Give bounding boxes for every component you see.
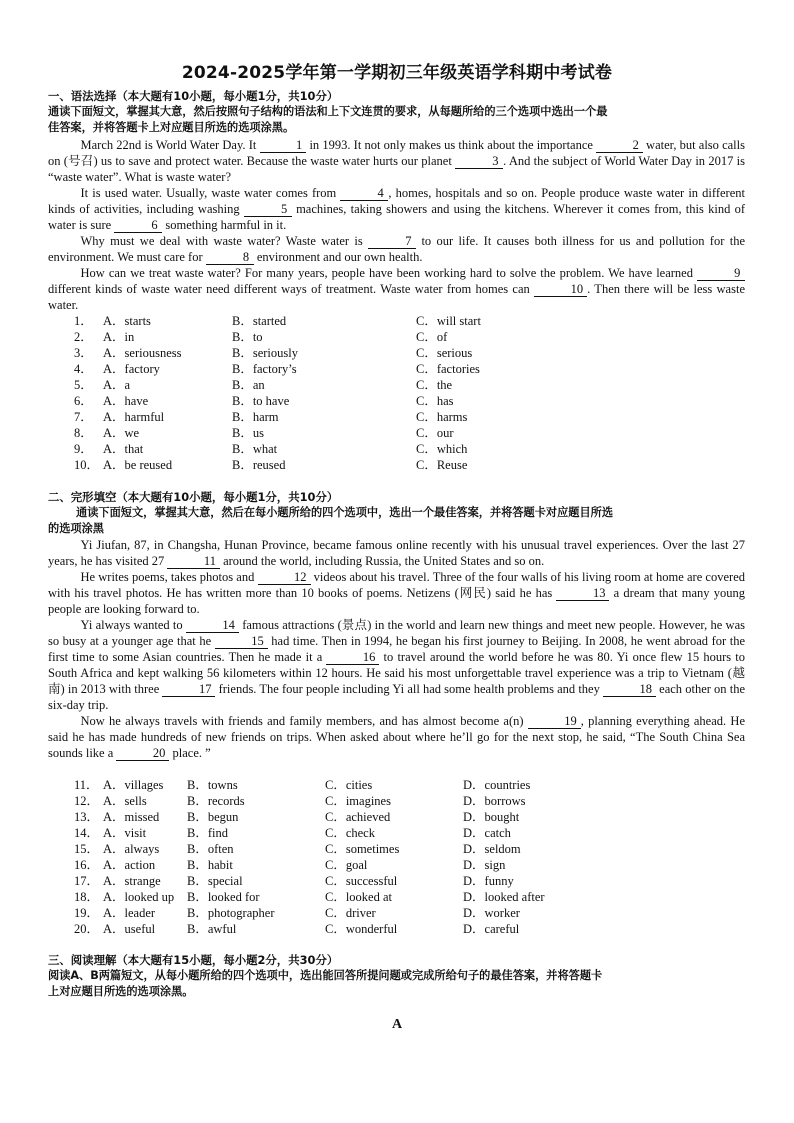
section1-instruction-line-1: 通读下面短文，掌握其大意，然后按照句子结构的语法和上下文连贯的要求，从每题所给的三个选项中选出一个最 bbox=[48, 105, 608, 118]
text-run: friends. The four people including Yi all had some health problems and they bbox=[215, 682, 603, 696]
option-row bbox=[0, 361, 794, 377]
option-row bbox=[0, 409, 794, 425]
option-c: C．which bbox=[416, 442, 468, 456]
option-row bbox=[0, 889, 794, 905]
option-d: D．funny bbox=[463, 874, 514, 888]
option-row bbox=[0, 329, 794, 345]
text-run: famous attractions (景点) in the world and learn new things and meet new people. However, he was so busy at a younger age that he bbox=[48, 618, 745, 648]
question-number: 15． bbox=[74, 842, 100, 856]
text-run: different kinds of waste water need different ways of treatment. Waste water from homes can bbox=[48, 282, 535, 296]
section1-heading: 一、语法选择（本大题有10小题，每小题1分，共10分） bbox=[48, 89, 339, 103]
blank-16: 16 bbox=[326, 650, 379, 665]
option-a: A．sells bbox=[103, 794, 147, 808]
question-number: 17． bbox=[74, 874, 100, 888]
option-a: A．have bbox=[103, 394, 149, 408]
section3-instruction-line-1: 阅读A、B两篇短文，从每小题所给的四个选项中，选出能回答所提问题或完成所给句子的最佳答案，并将答题卡 bbox=[48, 969, 603, 982]
option-a: A．that bbox=[103, 442, 144, 456]
option-row bbox=[0, 345, 794, 361]
option-row bbox=[0, 313, 794, 329]
text-run: Yi always wanted to bbox=[80, 618, 186, 632]
option-a: A．starts bbox=[103, 314, 151, 328]
option-c: C．successful bbox=[325, 874, 398, 888]
question-number: 11． bbox=[74, 778, 99, 792]
option-c: C．the bbox=[416, 378, 453, 392]
option-c: C．driver bbox=[325, 906, 376, 920]
section2-instruction-line-1: 通读下面短文，掌握其大意，然后在每小题所给的四个选项中，选出一个最佳答案，并将答题卡对应题目所选 bbox=[76, 506, 614, 519]
blank-13: 13 bbox=[556, 586, 609, 601]
option-b: B．towns bbox=[187, 778, 238, 792]
text-run: , homes, hospitals and so on. People produce waste water in different kinds of activities, including washing bbox=[48, 186, 745, 216]
text-run: had time. Then in 1994, he began his first journey to Beijing. In 2008, he went abroad for the first time to some Asian countries. Then he made it a bbox=[48, 634, 745, 664]
option-b: B．to have bbox=[232, 394, 290, 408]
option-row bbox=[0, 457, 794, 473]
option-b: B．photographer bbox=[187, 906, 275, 920]
option-b: B．begun bbox=[187, 810, 239, 824]
option-c: C．looked at bbox=[325, 890, 393, 904]
question-number: 16． bbox=[74, 858, 100, 872]
option-c: C．wonderful bbox=[325, 922, 398, 936]
blank-2: 2 bbox=[596, 138, 643, 153]
option-c: C．serious bbox=[416, 346, 473, 360]
option-b: B．factory’s bbox=[232, 362, 297, 376]
text-run: machines, taking showers and using the kitchens. Wherever it comes from, this kind of water is sure bbox=[48, 202, 745, 232]
option-b: B．seriously bbox=[232, 346, 298, 360]
option-c: C．factories bbox=[416, 362, 480, 376]
section1-paragraph-3 bbox=[48, 233, 745, 265]
option-a: A．looked up bbox=[103, 890, 175, 904]
option-c: C．has bbox=[416, 394, 454, 408]
option-row bbox=[0, 905, 794, 921]
option-row bbox=[0, 793, 794, 809]
option-a: A．visit bbox=[103, 826, 147, 840]
option-a: A．always bbox=[103, 842, 160, 856]
option-c: C．sometimes bbox=[325, 842, 400, 856]
blank-6: 6 bbox=[114, 218, 162, 233]
option-a: A．useful bbox=[103, 922, 156, 936]
option-a: A．harmful bbox=[103, 410, 165, 424]
option-b: B．to bbox=[232, 330, 263, 344]
blank-4: 4 bbox=[340, 186, 388, 201]
question-number: 8． bbox=[74, 426, 93, 440]
blank-12: 12 bbox=[258, 570, 311, 585]
option-row bbox=[0, 825, 794, 841]
blank-3: 3 bbox=[455, 154, 503, 169]
question-number: 4． bbox=[74, 362, 93, 376]
option-a: A．be reused bbox=[103, 458, 173, 472]
question-number: 1． bbox=[74, 314, 93, 328]
option-c: C．will start bbox=[416, 314, 481, 328]
passage-a-label: A bbox=[391, 1017, 403, 1032]
section2-paragraph-3 bbox=[48, 617, 745, 713]
option-a: A．a bbox=[103, 378, 131, 392]
section2-instruction-line-2: 的选项涂黑 bbox=[48, 522, 104, 535]
option-row bbox=[0, 377, 794, 393]
option-row bbox=[0, 425, 794, 441]
option-b: B．reused bbox=[232, 458, 286, 472]
text-run: Now he always travels with friends and family members, and has almost become a(n) bbox=[80, 714, 528, 728]
text-run: place. ” bbox=[169, 746, 211, 760]
option-d: D．sign bbox=[463, 858, 506, 872]
option-c: C．achieved bbox=[325, 810, 391, 824]
option-d: D．seldom bbox=[463, 842, 521, 856]
section3-heading: 三、阅读理解（本大题有15小题，每小题2分，共30分） bbox=[48, 953, 339, 967]
blank-14: 14 bbox=[186, 618, 239, 633]
option-c: C．of bbox=[416, 330, 448, 344]
option-a: A．villages bbox=[103, 778, 164, 792]
blank-15: 15 bbox=[215, 634, 268, 649]
option-c: C．goal bbox=[325, 858, 368, 872]
blank-9: 9 bbox=[697, 266, 745, 281]
option-row bbox=[0, 921, 794, 937]
question-number: 10． bbox=[74, 458, 100, 472]
section2-paragraph-2 bbox=[48, 569, 745, 617]
question-number: 18． bbox=[74, 890, 100, 904]
option-b: B．harm bbox=[232, 410, 279, 424]
blank-11: 11 bbox=[167, 554, 220, 569]
text-run: . And the subject of World Water Day in 2017 is “waste water”. What is waste water? bbox=[48, 154, 745, 184]
section2-paragraph-1 bbox=[48, 537, 745, 569]
option-c: C．check bbox=[325, 826, 375, 840]
option-a: A．action bbox=[103, 858, 156, 872]
option-c: C．Reuse bbox=[416, 458, 468, 472]
option-d: D．worker bbox=[463, 906, 520, 920]
question-number: 13． bbox=[74, 810, 100, 824]
text-run: to our life. It causes both illness for us and pollution for the environment. We must care for bbox=[48, 234, 745, 264]
option-row bbox=[0, 393, 794, 409]
option-row bbox=[0, 857, 794, 873]
option-a: A．strange bbox=[103, 874, 161, 888]
option-a: A．factory bbox=[103, 362, 160, 376]
text-run: Yi Jiufan, 87, in Changsha, Hunan Province, became famous online recently with his unusual travel experiences. Over the last 27 years, he has visited 27 bbox=[48, 538, 745, 568]
question-number: 9． bbox=[74, 442, 93, 456]
blank-10: 10 bbox=[534, 282, 587, 297]
option-b: B．find bbox=[187, 826, 228, 840]
option-b: B．started bbox=[232, 314, 287, 328]
text-run: How can we treat waste water? For many years, people have been working hard to solve the problem. We have learned bbox=[80, 266, 697, 280]
section1-paragraph-1 bbox=[48, 137, 745, 185]
page-title: 2024-2025学年第一学期初三年级英语学科期中考试卷 bbox=[181, 63, 613, 83]
blank-7: 7 bbox=[368, 234, 416, 249]
blank-20: 20 bbox=[116, 746, 169, 761]
option-a: A．we bbox=[103, 426, 140, 440]
option-b: B．habit bbox=[187, 858, 233, 872]
option-b: B．looked for bbox=[187, 890, 260, 904]
option-row bbox=[0, 441, 794, 457]
text-run: water, but also calls on (号召) us to save and protect water. Because the waste water hurts our planet bbox=[48, 138, 745, 168]
blank-1: 1 bbox=[260, 138, 307, 153]
option-a: A．seriousness bbox=[103, 346, 182, 360]
text-run: to travel around the world before he was 80. Yi once flew 15 hours to South Africa and kept walking 56 kilometers within 12 hours. He said his most unforgettable travel experience was a trip to Vietnam (越南) in 2013 with three bbox=[48, 650, 745, 696]
option-row bbox=[0, 809, 794, 825]
question-number: 20． bbox=[74, 922, 100, 936]
option-d: D．borrows bbox=[463, 794, 526, 808]
text-run: something harmful in it. bbox=[162, 218, 287, 232]
text-run: videos about his travel. Three of the four walls of his living room at home are covered with his travel photos. He has written more than 10 books of poems. Netizens (网民) said he has bbox=[48, 570, 745, 600]
text-run: a dream that many young people are looking forward to. bbox=[48, 586, 745, 616]
option-d: D．catch bbox=[463, 826, 511, 840]
option-b: B．what bbox=[232, 442, 278, 456]
question-number: 3． bbox=[74, 346, 93, 360]
question-number: 12． bbox=[74, 794, 100, 808]
section2-paragraph-4 bbox=[48, 713, 745, 761]
option-b: B．records bbox=[187, 794, 245, 808]
option-d: D．countries bbox=[463, 778, 531, 792]
text-run: in 1993. It not only makes us think about the importance bbox=[306, 138, 597, 152]
text-run: . Then there will be less waste water. bbox=[48, 282, 745, 312]
question-number: 19． bbox=[74, 906, 100, 920]
option-b: B．often bbox=[187, 842, 234, 856]
blank-5: 5 bbox=[244, 202, 292, 217]
blank-18: 18 bbox=[603, 682, 656, 697]
question-number: 2． bbox=[74, 330, 93, 344]
option-d: D．careful bbox=[463, 922, 520, 936]
blank-8: 8 bbox=[206, 250, 254, 265]
option-b: B．awful bbox=[187, 922, 237, 936]
section1-paragraph-4 bbox=[48, 265, 745, 313]
question-number: 5． bbox=[74, 378, 93, 392]
option-b: B．an bbox=[232, 378, 265, 392]
option-row bbox=[0, 873, 794, 889]
section3-instruction-line-2: 上对应题目所选的选项涂黑。 bbox=[48, 985, 194, 998]
option-c: C．imagines bbox=[325, 794, 391, 808]
option-c: C．our bbox=[416, 426, 454, 440]
option-a: A．leader bbox=[103, 906, 156, 920]
blank-19: 19 bbox=[528, 714, 581, 729]
text-run: , planning everything ahead. He said he has made hundreds of new friends on trips. When asked about where he’ll go for the next stop, he said, “The South China Sea sounds like a bbox=[48, 714, 745, 760]
option-a: A．in bbox=[103, 330, 135, 344]
option-b: B．us bbox=[232, 426, 264, 440]
text-run: March 22nd is World Water Day. It bbox=[80, 138, 260, 152]
question-number: 7． bbox=[74, 410, 93, 424]
option-row bbox=[0, 841, 794, 857]
text-run: He writes poems, takes photos and bbox=[80, 570, 258, 584]
section2-heading: 二、完形填空（本大题有10小题，每小题1分，共10分） bbox=[48, 490, 339, 504]
option-d: D．bought bbox=[463, 810, 520, 824]
question-number: 6． bbox=[74, 394, 93, 408]
option-c: C．harms bbox=[416, 410, 468, 424]
section1-paragraph-2 bbox=[48, 185, 745, 233]
option-a: A．missed bbox=[103, 810, 160, 824]
text-run: It is used water. Usually, waste water comes from bbox=[80, 186, 341, 200]
option-row bbox=[0, 777, 794, 793]
option-c: C．cities bbox=[325, 778, 373, 792]
text-run: each other on the six-day trip. bbox=[48, 682, 745, 712]
section1-instruction-line-2: 佳答案，并将答题卡上对应题目所选的选项涂黑。 bbox=[48, 121, 295, 134]
text-run: around the world, including Russia, the United States and so on. bbox=[219, 554, 545, 568]
blank-17: 17 bbox=[162, 682, 215, 697]
text-run: Why must we deal with waste water? Waste water is bbox=[80, 234, 369, 248]
option-b: B．special bbox=[187, 874, 243, 888]
option-d: D．looked after bbox=[463, 890, 545, 904]
question-number: 14． bbox=[74, 826, 100, 840]
text-run: environment and our own health. bbox=[253, 250, 423, 264]
